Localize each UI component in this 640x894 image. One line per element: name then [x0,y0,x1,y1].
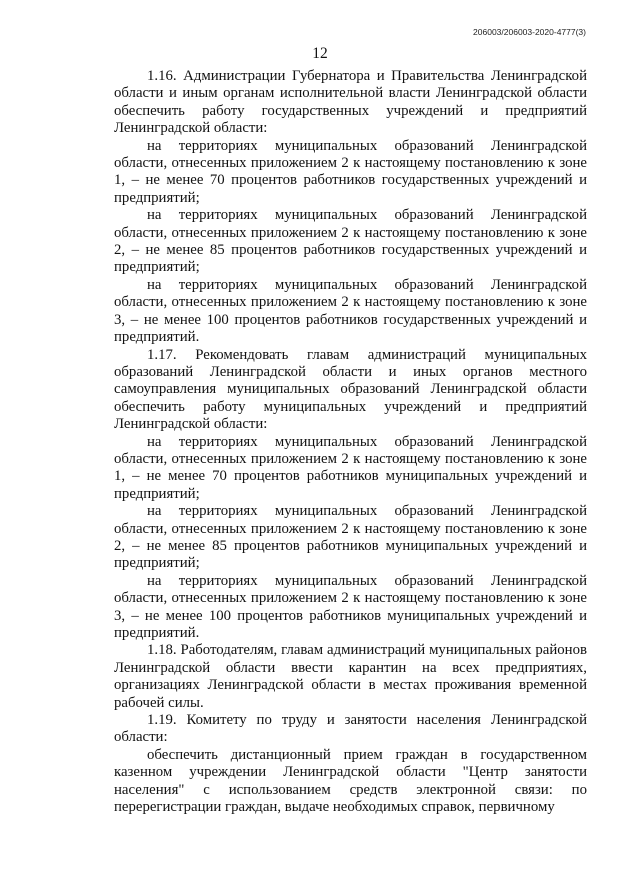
paragraph-1-17-zone-2: на территориях муниципальных образований Ленинградской области, отнесенных приложением 2 к настоящему постановлению к зоне 2, – не менее 85 процентов работников муниципальных учреждений и предприятий; [114,503,587,572]
page-number: 12 [312,45,328,62]
paragraph-1-16-zone-3: на территориях муниципальных образований Ленинградской области, отнесенных приложением 2 к настоящему постановлению к зоне 3, – не менее 100 процентов работников государственных учреждений и предприятий. [114,276,587,346]
paragraph-1-16-zone-2: на территориях муниципальных образований Ленинградской области, отнесенных приложением 2 к настоящему постановлению к зоне 2, – не менее 85 процентов работников государственных учреждений и предприятий; [114,207,587,276]
paragraph-1-17-zone-1: на территориях муниципальных образований Ленинградской области, отнесенных приложением 2 к настоящему постановлению к зоне 1, – не менее 70 процентов работников муниципальных учреждений и предприятий; [114,433,587,502]
paragraph-1-17: 1.17. Рекомендовать главам администраций муниципальных образований Ленинградской области и иных органов местного самоуправления муниципальных образований Ленинградской области обеспечить работу муниципальных учреждений и предприятий Ленинградской области: [114,346,587,433]
paragraph-1-19: 1.19. Комитету по труду и занятости населения Ленинградской области: [114,712,587,746]
paragraph-1-16-zone-1: на территориях муниципальных образований Ленинградской области, отнесенных приложением 2 к настоящему постановлению к зоне 1, – не менее 70 процентов работников государственных учреждений и предприятий; [114,137,587,206]
document-body [114,68,587,816]
paragraph-1-16: 1.16. Администрации Губернатора и Правительства Ленинградской области и иным органам исполнительной власти Ленинградской области обеспечить работу государственных учреждений и предприятий Ленинградской области: [114,68,587,137]
paragraph-1-18: 1.18. Работодателям, главам администраций муниципальных районов Ленинградской области ввести карантин на всех предприятиях, организациях Ленинградской области в местах проживания временной рабочей силы. [114,642,587,711]
paragraph-1-19-remote-reception: обеспечить дистанционный прием граждан в государственном казенном учреждении Ленинградской области "Центр занятости населения" с использованием средств электронной связи: по перерегистрации граждан, выдаче необходимых справок, первичному [114,746,587,816]
paragraph-1-17-zone-3: на территориях муниципальных образований Ленинградской области, отнесенных приложением 2 к настоящему постановлению к зоне 3, – не менее 100 процентов работников муниципальных учреждений и предприятий. [114,572,587,641]
document-number: 206003/206003-2020-4777(3) [473,27,586,37]
